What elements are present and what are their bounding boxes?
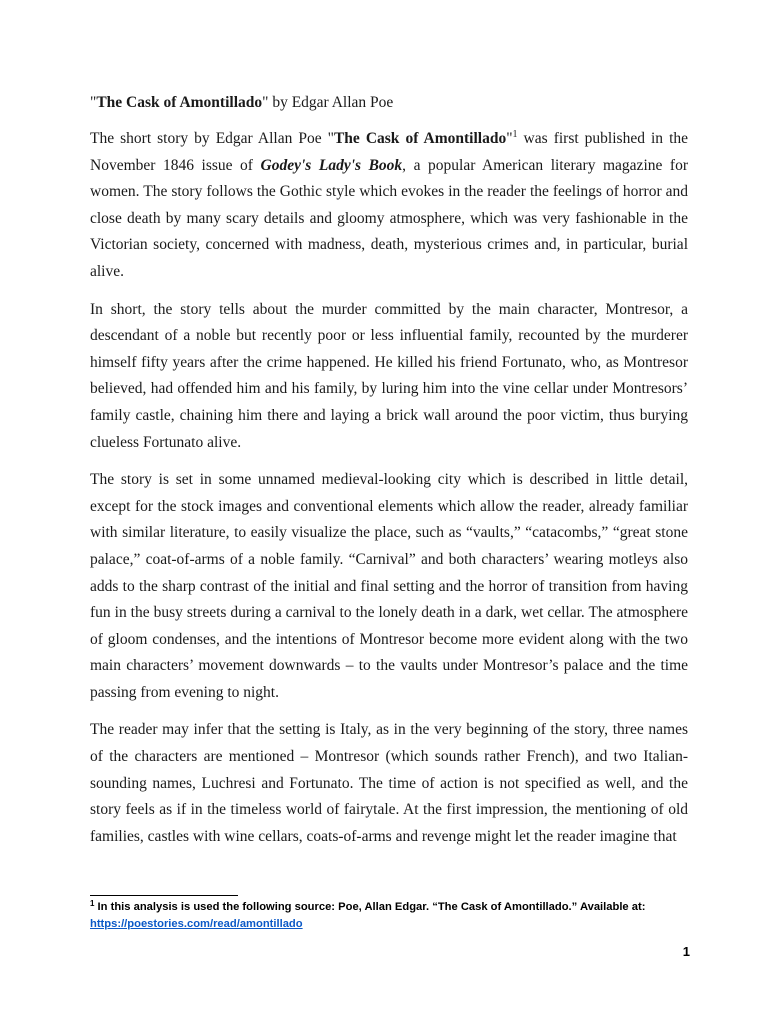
title-quote-close: " xyxy=(262,94,269,111)
footnote-text: In this analysis is used the following source: Poe, Allan Edgar. “The Cask of Amontillado.” Available at: xyxy=(94,901,646,913)
document-body xyxy=(90,126,688,861)
footnote-link[interactable]: https://poestories.com/read/amontillado xyxy=(90,917,303,930)
paragraph-1 xyxy=(90,126,688,286)
paragraph-1-text: The short story by Edgar Allan Poe " xyxy=(90,130,334,147)
document-title xyxy=(90,93,690,113)
page-number: 1 xyxy=(682,944,690,959)
footnote-marker: 1 xyxy=(90,899,95,908)
paragraph-1-quote: " xyxy=(506,130,513,147)
paragraph-1-text: , a popular American literary magazine for women. The story follows the Gothic style which evokes in the reader the feelings of horror and close death by many scary details and gloomy atmosphere, which was very fashionable in the Victorian society, concerned with madness, death, mysterious crimes and, in particular, burial alive. xyxy=(90,156,688,280)
story-title: The Cask of Amontillado xyxy=(96,94,263,111)
paragraph-3: The story is set in some unnamed medieval-looking city which is described in little detail, except for the stock images and conventional elements which allow the reader, already familiar with similar literature, to easily visualize the place, such as “vaults,” “catacombs,” “great stone palace,” coat-of-arms of a noble family. “Carnival” and both characters’ wearing motleys also adds to the sharp contrast of the initial and final setting and the horror of transition from having fun in the busy streets during a carnival to the lonely death in a dark, wet cellar. The atmosphere of gloom condenses, and the intentions of Montresor become more evident along with the two main characters’ movement downwards – to the vaults under Montresor’s palace and the time passing from evening to night. xyxy=(90,471,688,701)
paragraph-1-story-title: The Cask of Amontillado xyxy=(333,130,507,147)
footnote-reference[interactable]: 1 xyxy=(512,129,518,140)
title-quote-open: " xyxy=(90,94,97,111)
footnote-separator xyxy=(90,895,238,896)
title-byline: by Edgar Allan Poe xyxy=(268,94,394,111)
footnote xyxy=(90,899,690,932)
paragraph-4: The reader may infer that the setting is Italy, as in the very beginning of the story, three names of the characters are mentioned – Montresor (which sounds rather French), and two Italian-sounding names, Luchresi and Fortunato. The time of action is not specified as well, and the story feels as if in the timeless world of fairytale. At the first impression, the mentioning of old families, castles with wine cellars, coats-of-arms and revenge might let the reader imagine that xyxy=(90,721,688,845)
paragraph-2: In short, the story tells about the murder committed by the main character, Montresor, a descendant of a noble but recently poor or less influential family, recounted by the murderer himself fifty years after the crime happened. He killed his friend Fortunato, who, as Montresor believed, had offended him and his family, by luring him into the vine cellar under Montresors’ family castle, chaining him there and laying a brick wall around the poor victim, thus burying clueless Fortunato alive. xyxy=(90,300,688,451)
paragraph-1-text: was first published in the November 1846 issue of xyxy=(90,130,689,174)
magazine-title: Godey's Lady's Book xyxy=(260,156,403,174)
